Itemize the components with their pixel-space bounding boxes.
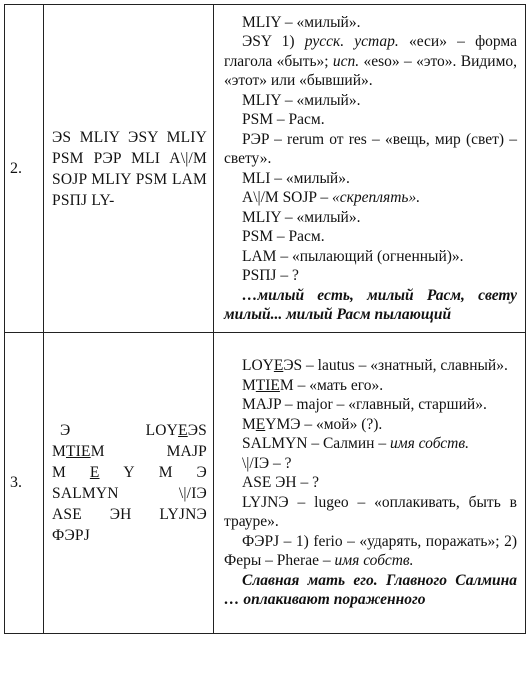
gloss-line: MLIY – «милый». — [242, 91, 361, 109]
source-text: Э LOYEЭS MTIEM MAJP M E Y M Э SALMYN \|/IЭ ASE ЭН LYJNЭ ФЭPJ — [52, 422, 207, 544]
table-row — [5, 333, 526, 634]
gloss-line: MLI – «милый». — [242, 169, 350, 187]
gloss-line: PЭP – rerum от res – «вещь, мир (свет) – свету». — [224, 130, 517, 167]
gloss-line: MEYMЭ – «мой» (?). — [242, 415, 383, 433]
row-number: 3. — [10, 474, 22, 491]
gloss-text — [214, 352, 525, 614]
gloss-line: PSM – Расм. — [242, 111, 325, 128]
gloss-line: ASE ЭН – ? — [242, 474, 319, 492]
gloss-line: LYJNЭ – lugeo – «оплакивать, быть в трауре». — [224, 493, 517, 531]
gloss-line: ЭSY 1) русск. устар. «еси» – форма глагола «быть»; исп. «eso» – «это». Видимо, «этот» или «бывший». — [224, 33, 517, 89]
gloss-line: SALMYN – Салмин – имя собств. — [242, 435, 469, 453]
gloss-line: LOYEЭS – lautus – «знатный, славный». — [242, 357, 508, 375]
source-text: ЭS MLIY ЭSY MLIY PSM PЭP MLI A\|/M SOJP MLIY PSM LAM PSПJ LY- — [52, 128, 207, 209]
gloss-line: LAM – «пылающий (огненный)». — [242, 247, 464, 265]
gloss-text — [214, 9, 525, 329]
gloss-line: MLIY – «милый». — [242, 208, 361, 226]
gloss-line: PSПJ – ? — [242, 267, 299, 284]
gloss-line: MAJP – major – «главный, старший». — [242, 396, 487, 414]
text-analysis-table — [4, 4, 526, 634]
gloss-line: \|/IЭ – ? — [242, 454, 292, 472]
source-text-cell — [44, 333, 214, 634]
gloss-line: MLIY – «милый». — [242, 13, 361, 31]
row-number-cell — [5, 333, 44, 634]
translation-summary: …милый есть, милый Расм, свету милый... милый Расм пылающий — [224, 286, 517, 323]
gloss-cell — [214, 5, 526, 333]
row-number-cell — [5, 5, 44, 333]
gloss-line: MTIEM – «мать его». — [242, 376, 384, 394]
row-number: 2. — [10, 159, 22, 177]
translation-summary: Славная мать его. Главного Салмина … оплакивают пораженного — [224, 571, 517, 609]
table-row — [5, 5, 526, 333]
source-text-cell — [44, 5, 214, 333]
gloss-line: PSM – Расм. — [242, 228, 325, 245]
gloss-line: ФЭPJ – 1) ferio – «ударять, поражать»; 2) Феры – Pherae – имя собств. — [224, 532, 517, 570]
gloss-line: A\|/M SOJP – «скреплять». — [242, 189, 421, 206]
gloss-cell — [214, 333, 526, 634]
